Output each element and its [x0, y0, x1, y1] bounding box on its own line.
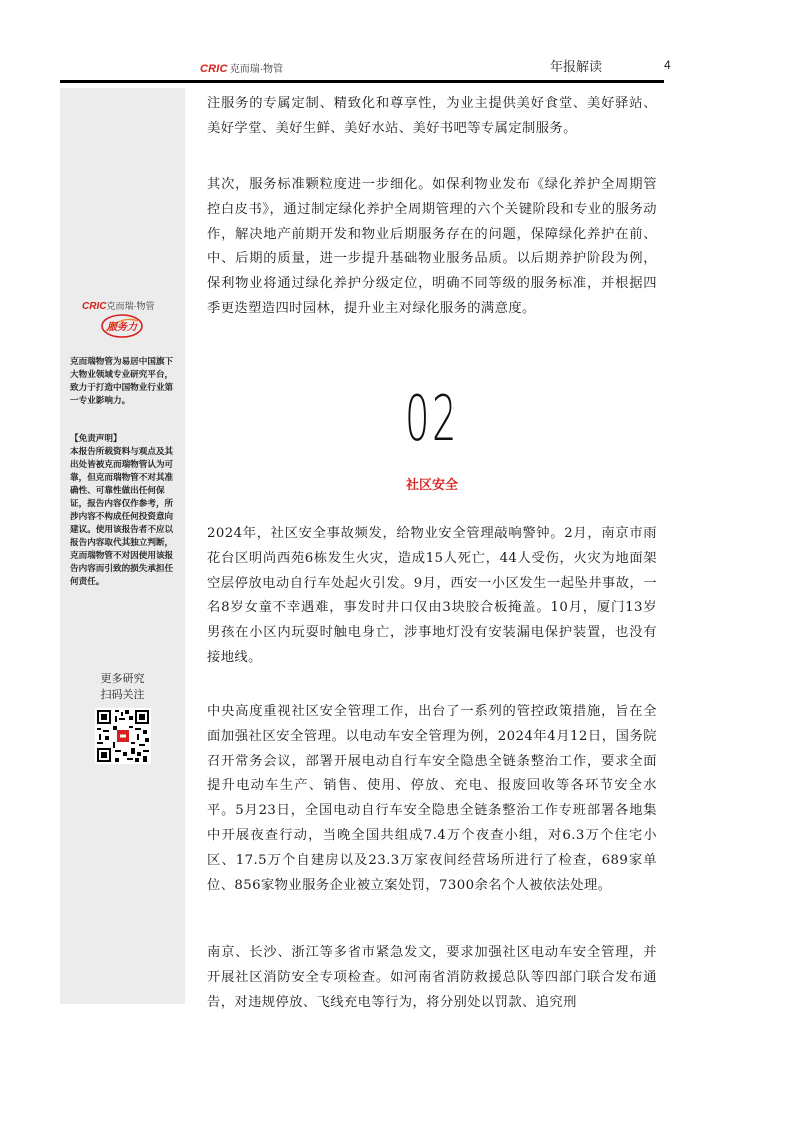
service-badge-icon [100, 313, 144, 339]
sidebar-logo-brand: CRIC [82, 301, 107, 312]
badge-label: 服务力 [107, 322, 137, 333]
more-research-line2: 扫码关注 [100, 688, 145, 701]
disclaimer-title: 【免责声明】 [70, 434, 122, 444]
header-title: 年报解读 [550, 60, 603, 75]
qr-code-icon[interactable] [95, 708, 151, 764]
disclaimer-text: 本报告所载资料与观点及其出处皆被克而瑞物管认为可靠，但克而瑞物管不对其准确性、可靠性做出任何保证，报告内容仅作参考，所涉内容不构成任何投资意向建议。使用该报告者不应以报告内容取代其独立判断，克而瑞物管不对因使用该报告内容而引致的损失承担任何责任。 [70, 447, 174, 587]
paragraph-local-measures: 南京、长沙、浙江等多省市紧急发文，要求加强社区电动车安全管理，并开展社区消防安全专项检查。如河南省消防救援总队等四部门联合发布通告，对违规停放、飞线充电等行为，将分别处以罚款、追究刑 [207, 945, 657, 1010]
more-research-line1: 更多研究 [100, 672, 145, 685]
header-rule [60, 80, 664, 83]
logo-brand: CRIC [200, 63, 228, 75]
section-number: 02 [405, 382, 459, 455]
paragraph-intro-continued: 注服务的专属定制、精致化和尊享性，为业主提供美好食堂、美好驿站、美好学堂、美好生鲜、美好水站、美好书吧等专属定制服务。 [207, 96, 657, 136]
sidebar [60, 88, 185, 1004]
sidebar-logo-text: 克而瑞·物管 [106, 301, 155, 311]
header-logo [200, 60, 283, 75]
paragraph-central-policy: 中央高度重视社区安全管理工作，出台了一系列的管控政策措施，旨在全面加强社区安全管理。以电动车安全管理为例，2024年4月12日，国务院召开常务会议，部署开展电动自行车安全隐患全链条整治工作，要求全面提升电动车生产、销售、使用、停放、充电、报废回收等各环节安全水平。5月23日，全国电动自行车安全隐患全链条整治工作专班部署各地集中开展夜查行动，当晚全国共组成7.4万个夜查小组，对6.3万个住宅小区、17.5万个自建房以及23.3万家夜间经营场所进行了检查，689家单位、856家物业服务企业被立案处罚，7300余名个人被依法处理。 [207, 704, 657, 893]
more-research [60, 671, 185, 703]
section-title: 社区安全 [405, 478, 458, 493]
page-number: 4 [664, 58, 671, 72]
paragraph-safety-incidents: 2024年，社区安全事故频发，给物业安全管理敲响警钟。2月，南京市雨花台区明尚西苑6栋发生火灾，造成15人死亡，44人受伤，火灾为地面架空层停放电动自行车处起火引发。9月，西安一小区发生一起坠井事故，一名8岁女童不幸遇难，事发时井口仅由3块胶合板掩盖。10月，厦门13岁男孩在小区内玩耍时触电身亡，涉事地灯没有安装漏电保护装置，也没有接地线。 [207, 526, 657, 665]
sidebar-logo [82, 296, 154, 314]
sidebar-intro: 克而瑞物管为易居中国旗下大物业领域专业研究平台，致力于打造中国物业行业第一专业影响力。 [70, 357, 174, 406]
paragraph-service-standard: 其次，服务标准颗粒度进一步细化。如保利物业发布《绿化养护全周期管控白皮书》，通过制定绿化养护全周期管理的六个关键阶段和专业的服务动作，解决地产前期开发和物业后期服务存在的问题，保障绿化养护在前、中、后期的质量，进一步提升基础物业服务品质。以后期养护阶段为例，保利物业将通过绿化养护分级定位，明确不同等级的服务标准，并根据四季更迭塑造四时园林，提升业主对绿化服务的满意度。 [207, 177, 657, 316]
page-header [190, 52, 671, 76]
logo-text: 克而瑞·物管 [229, 64, 284, 75]
